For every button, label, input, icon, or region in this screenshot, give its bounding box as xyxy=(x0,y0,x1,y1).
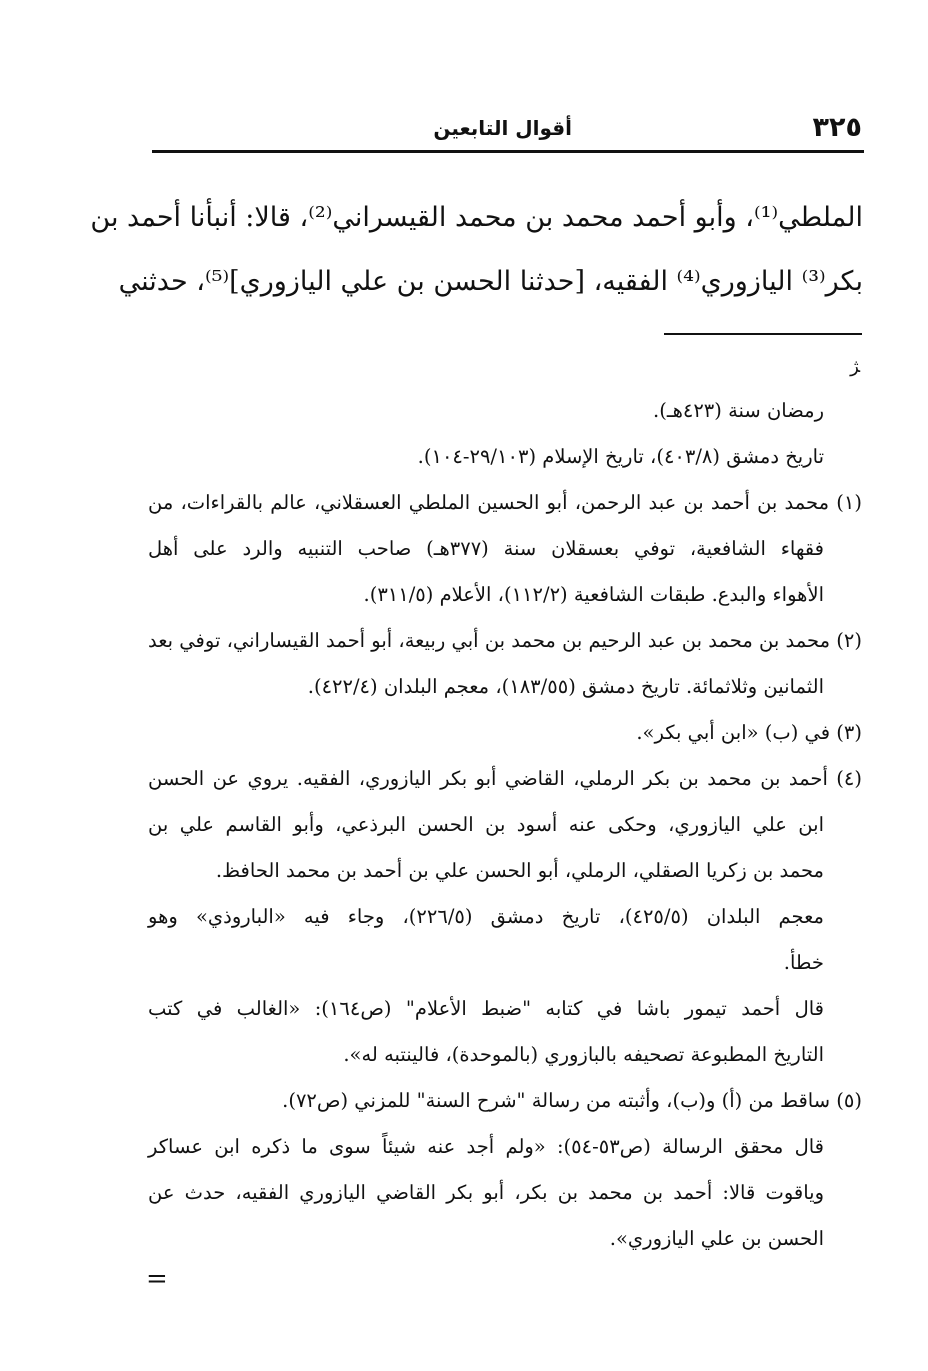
continuation-mark: ﮋ xyxy=(850,356,860,377)
footnote-line: (٣) في (ب) «ابن أبي بكر». xyxy=(636,721,862,744)
footnote-line: الثمانين وثلاثمائة. تاريخ دمشق (١٨٣/٥٥)، معجم البلدان (٤٢٢/٤). xyxy=(307,675,824,698)
footnote-line: معجم البلدان (٤٢٥/٥)، تاريخ دمشق (٢٢٦/٥)، وجاء فيه «الباروذي» وهو xyxy=(148,905,824,928)
footnote-line: التاريخ المطبوعة تصحيفه بالبازوري (بالموحدة)، فالينتبه له». xyxy=(343,1043,824,1066)
footnote-line: فقهاء الشافعية، توفي بعسقلان سنة (٣٧٧هـ) صاحب التنبيه والرد على أهل xyxy=(148,537,824,560)
continued-marker: = xyxy=(146,1264,168,1294)
footnote-line: (٤) أحمد بن محمد بن بكر الرملي، القاضي أبو بكر اليازوري، الفقيه. يروي عن الحسن xyxy=(148,767,862,790)
footnote-line: تاريخ دمشق (٤٠٣/٨)، تاريخ الإسلام (٢٩/١٠٣-١٠٤). xyxy=(417,445,824,468)
page-number: ٣٢٥ xyxy=(812,112,862,143)
main-text xyxy=(90,186,863,314)
page-header xyxy=(152,112,862,148)
footnote-line: (٥) ساقط من (أ) و(ب)، وأثبته من رسالة "شرح السنة" للمزني (ص٧٢). xyxy=(282,1089,862,1112)
footnote-line: (١) محمد بن أحمد بن عبد الرحمن، أبو الحسين الملطي العسقلاني، عالم بالقراءات، من xyxy=(148,491,862,514)
main-text-line: الملطي⁽¹⁾، وأبو أحمد محمد بن محمد القيسراني⁽²⁾، قالا: أنبأنا أحمد بن xyxy=(90,202,863,233)
footnote-line: ابن علي اليازوري، وحكى عنه أسود بن الحسن البرذعي، وأبو القاسم علي بن xyxy=(148,813,824,836)
footnote-line: الحسن بن علي اليازوري». xyxy=(609,1227,824,1250)
footnote-separator xyxy=(664,333,862,335)
footnote-line: رمضان سنة (٤٢٣هـ). xyxy=(653,399,824,422)
footnote-line: محمد بن زكريا الصقلي، الرملي، أبو الحسن علي بن أحمد بن محمد الحافظ. xyxy=(215,859,824,882)
footnote-line: الأهواء والبدع. طبقات الشافعية (١١٢/٢)، الأعلام (٣١١/٥). xyxy=(363,583,824,606)
main-text-line: بكر⁽³⁾ اليازوري⁽⁴⁾ الفقيه، [حدثنا الحسن بن علي اليازوري]⁽⁵⁾، حدثني xyxy=(118,266,863,297)
footnote-line: وياقوت قالا: أحمد بن محمد بن بكر، أبو بكر القاضي اليازوري الفقيه، حدث عن xyxy=(148,1181,824,1204)
footnote-line: خطأ. xyxy=(783,951,824,974)
footnote-line: قال أحمد تيمور باشا في كتابه "ضبط الأعلام" (ص١٦٤): «الغالب في كتب xyxy=(148,997,824,1020)
footnote-line: (٢) محمد بن محمد بن عبد الرحيم بن محمد بن أبي ربيعة، أبو أحمد القيساراني، توفي بعد xyxy=(148,629,862,652)
footnotes xyxy=(148,388,862,1262)
header-rule xyxy=(152,150,864,153)
footnote-line: قال محقق الرسالة (ص٥٣-٥٤): «ولم أجد عنه شيئاً سوى ما ذكره ابن عساكر xyxy=(148,1135,824,1158)
running-title: أقوال التابعين xyxy=(433,116,572,140)
